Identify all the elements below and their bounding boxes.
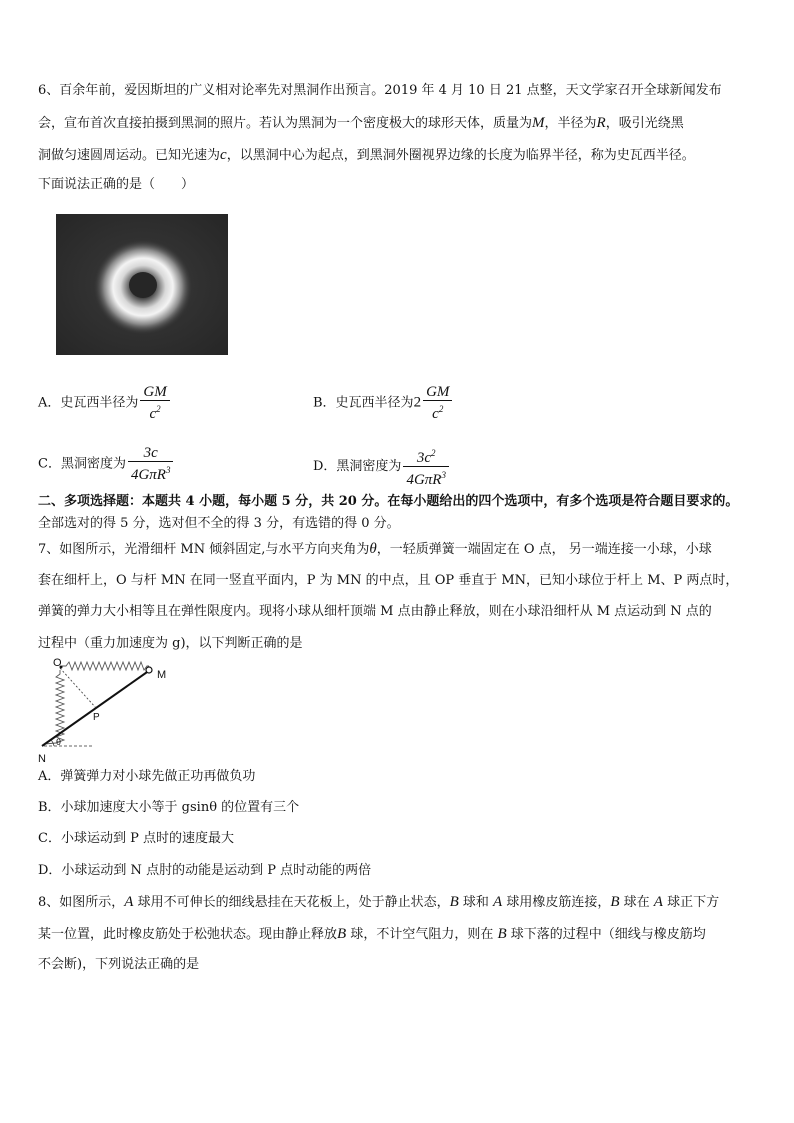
label-p: P — [93, 712, 100, 723]
fraction: $\frac{3c^2}{4G\pi R^3}$ — [403, 445, 449, 488]
q7-option-b: B．小球加速度大小等于 gsinθ 的位置有三个 — [38, 800, 300, 815]
var-light-speed: c — [220, 147, 227, 163]
ball — [146, 667, 152, 673]
label-m: M — [157, 669, 167, 681]
q7-line-2: 套在细杆上，O 与杆 MN 在同一竖直平面内，P 为 MN 的中点，且 OP 垂直于 MN，已知小球位于杆上 M、P 两点时， — [38, 573, 739, 588]
fraction: $\frac{3c}{4G\pi R^3}$ — [128, 445, 174, 483]
fraction: $\frac{GM}{c^2}$ — [423, 384, 452, 422]
label-n: N — [38, 753, 46, 765]
line-op — [60, 668, 96, 708]
var-mass: M — [532, 115, 545, 131]
fraction: $\frac{GM}{c^2}$ — [140, 384, 169, 422]
q7-line-4: 过程中（重力加速度为 g)，以下判断正确的是 — [38, 636, 303, 651]
q7-line-1: 7、如图所示，光滑细杆 MN 倾斜固定,与水平方向夹角为θ，一轻质弹簧一端固定在 O 点， 另一端连接一小球，小球 — [38, 541, 712, 557]
q7-option-d: D．小球运动到 N 点肘的动能是运动到 P 点时动能的两倍 — [38, 863, 372, 878]
q6-option-d: D．黑洞密度为 $\frac{3c^2}{4G\pi R^3}$ — [313, 445, 449, 488]
q7-option-a: A．弹簧弹力对小球先做正功再做负功 — [38, 769, 256, 784]
q6-option-a: A．史瓦西半径为 $\frac{GM}{c^2}$ — [38, 384, 170, 422]
q7-option-c: C．小球运动到 P 点时的速度最大 — [38, 831, 234, 846]
var-radius: R — [596, 115, 606, 131]
section-2-scoring: 全部选对的得 5 分，选对但不全的得 3 分，有选错的得 0 分。 — [38, 516, 400, 531]
spring-rod-diagram — [36, 656, 176, 766]
q6-line-2: 会，宣布首次直接拍摄到黑洞的照片。若认为黑洞为一个密度极大的球形天体，质量为M，半径为R，吸引光绕黑 — [38, 115, 684, 131]
q8-line-3: 不会断)，下列说法正确的是 — [38, 957, 200, 972]
q8-line-1: 8、如图所示，A 球用不可伸长的细线悬挂在天花板上，处于静止状态，B 球和 A 球用橡皮筋连接，B 球在 A 球正下方 — [38, 894, 720, 910]
label-o: O — [53, 657, 62, 669]
q6-line-1: 6、百余年前，爱因斯坦的广义相对论率先对黑洞作出预言。2019 年 4 月 10 日 21 点整，天文学家召开全球新闻发布 — [38, 83, 722, 98]
spring-om — [62, 662, 149, 670]
q7-line-3: 弹簧的弹力大小相等且在弹性限度内。现将小球从细杆顶端 M 点由静止释放，则在小球沿细杆从 M 点运动到 N 点的 — [38, 604, 712, 619]
q6-option-b: B．史瓦西半径为2 $\frac{GM}{c^2}$ — [313, 384, 452, 422]
black-hole-photo — [56, 214, 228, 355]
q6-option-c: C．黑洞密度为 $\frac{3c}{4G\pi R^3}$ — [38, 445, 173, 483]
q8-line-2: 某一位置，此时橡皮筋处于松弛状态。现由静止释放B 球，不计空气阻力，则在 B 球下落的过程中（细线与橡皮筋均 — [38, 926, 706, 942]
section-2-heading: 二、多项选择题：本题共 4 小题，每小题 5 分，共 20 分。在每小题给出的四个选项中，有多个选项是符合题目要求的。 — [38, 494, 739, 509]
label-theta: θ — [56, 737, 62, 747]
q6-line-3: 洞做匀速圆周运动。已知光速为c，以黑洞中心为起点，到黑洞外圈视界边缘的长度为临界半径，称为史瓦西半径。 — [38, 147, 695, 163]
q6-line-4: 下面说法正确的是（ ） — [38, 177, 195, 192]
